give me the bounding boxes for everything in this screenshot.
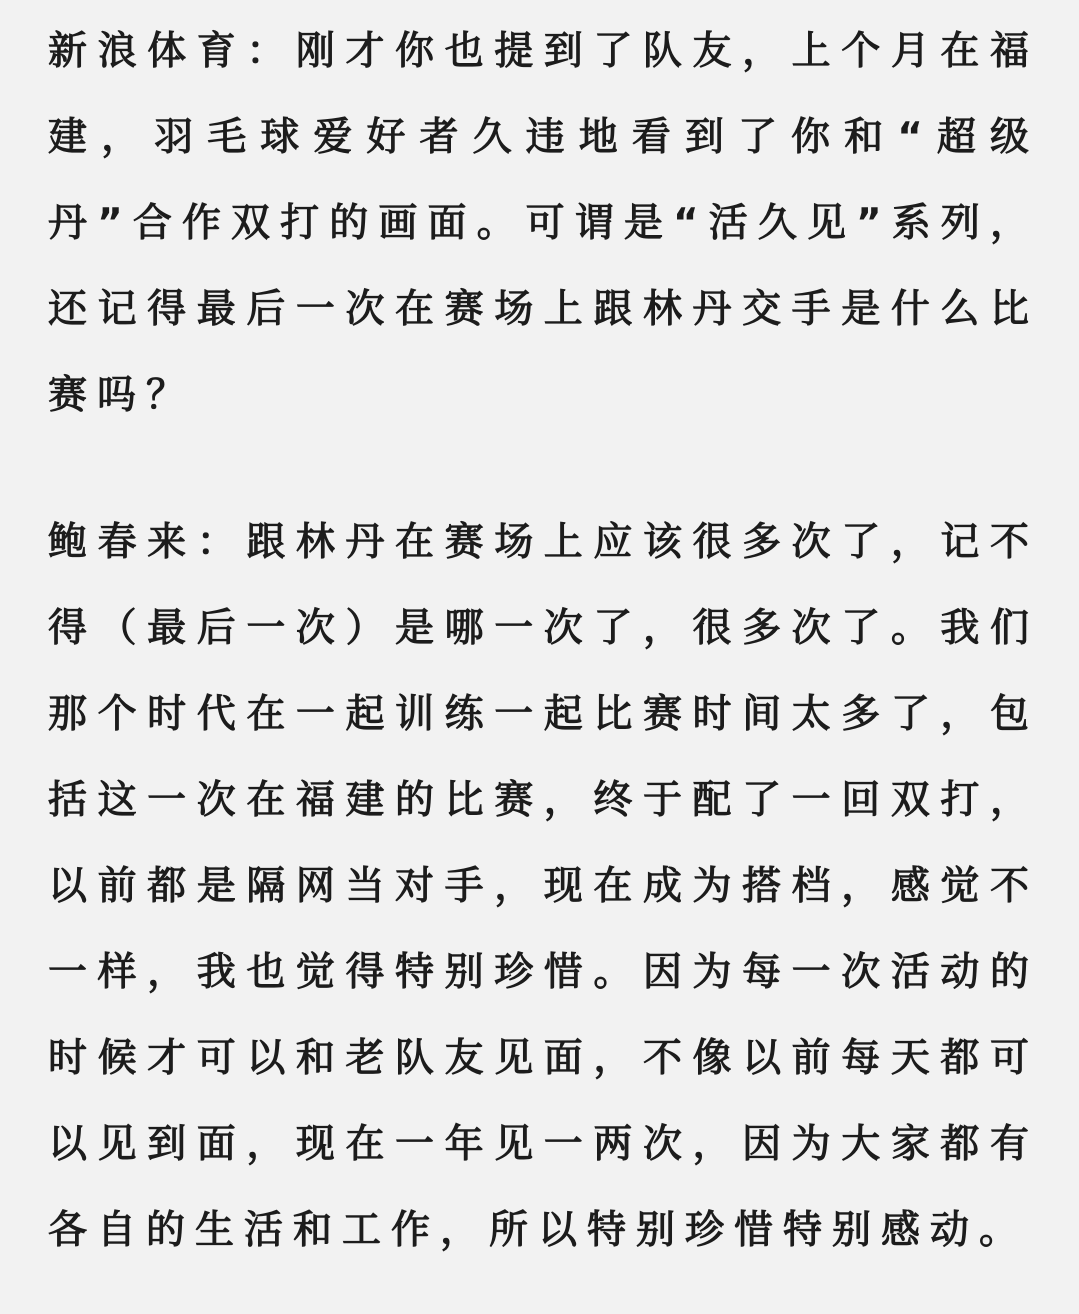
answer-paragraph: 鲍春来：跟林丹在赛场上应该很多次了，记不得（最后一次）是哪一次了，很多次了。我们那个时代在一起训练一起比赛时间太多了，包括这一次在福建的比赛，终于配了一回双打，以前都是隔网当对手，现在成为搭档，感觉不一样，我也觉得特别珍惜。因为每一次活动的时候才可以和老队友见面，不像以前每天都可以见到面，现在一年见一两次，因为大家都有各自的生活和工作，所以特别珍惜特别感动。: [48, 520, 1039, 1253]
question-paragraph: 新浪体育：刚才你也提到了队友，上个月在福建，羽毛球爱好者久违地看到了你和“超级丹”合作双打的画面。可谓是“活久见”系列，还记得最后一次在赛场上跟林丹交手是什么比赛吗？: [48, 29, 1039, 418]
